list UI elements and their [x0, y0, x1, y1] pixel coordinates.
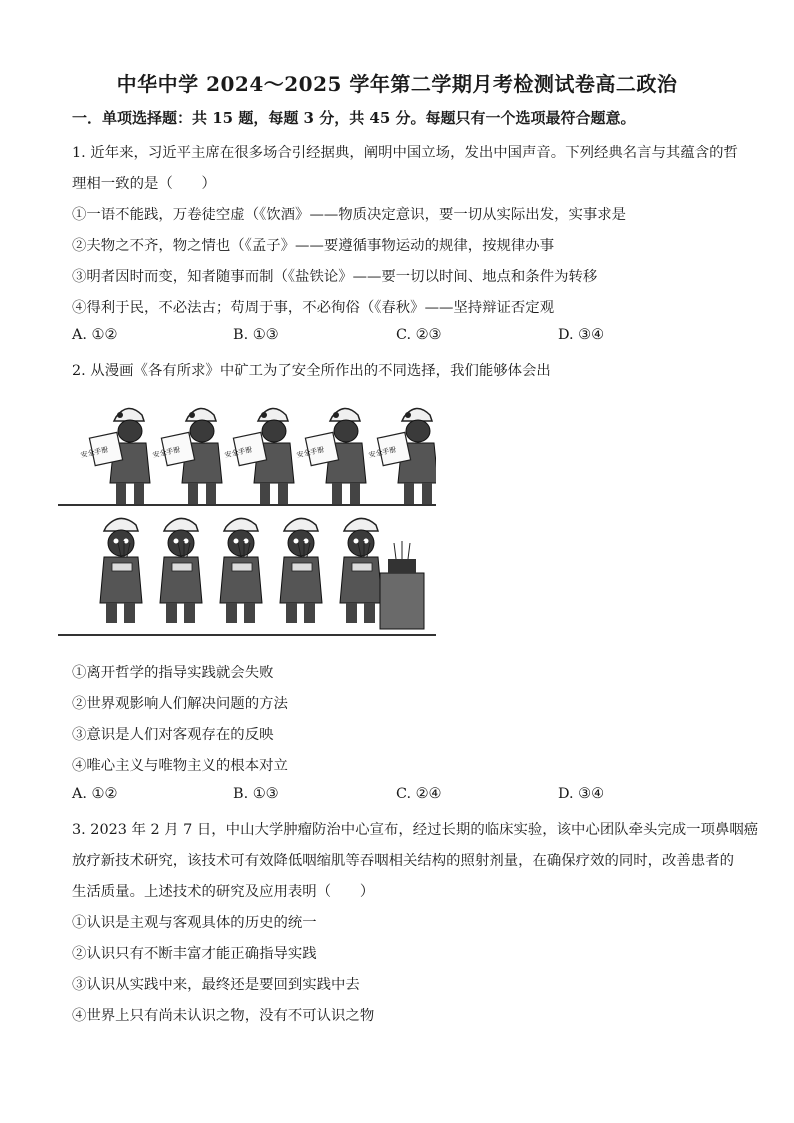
q2-stem: 2. 从漫画《各有所求》中矿工为了安全所作出的不同选择，我们能够体会出: [72, 363, 551, 379]
q1-statement-4: ④得利于民，不必法古；苟周于事，不必徇俗（《春秋》——坚持辩证否定观: [72, 300, 555, 316]
q2-statement-2: ②世界观影响人们解决问题的方法: [72, 696, 288, 712]
q1-stem-line1: 1. 近年来，习近平主席在很多场合引经据典，阐明中国立场，发出中国声音。下列经典名言与其蕴含的哲: [72, 145, 738, 161]
book-label-4: 安全手册: [295, 445, 325, 460]
q1-option-c[interactable]: C. ②③: [396, 327, 442, 343]
book-label-1: 安全手册: [79, 445, 109, 460]
q3-stem-line3: 生活质量。上述技术的研究及应用表明（ ）: [72, 884, 375, 900]
q2-option-c[interactable]: C. ②④: [396, 786, 442, 802]
q2-statement-3: ③意识是人们对客观存在的反映: [72, 727, 274, 743]
q2-statement-4: ④唯心主义与唯物主义的根本对立: [72, 758, 288, 774]
q3-statement-1: ①认识是主观与客观具体的历史的统一: [72, 915, 317, 931]
q1-option-d[interactable]: D. ③④: [558, 327, 604, 343]
q1-stem-line2: 理相一致的是（ ）: [72, 176, 216, 192]
q1-statement-2: ②夫物之不齐，物之情也（《孟子》——要遵循事物运动的规律，按规律办事: [72, 238, 555, 254]
q3-stem-line2: 放疗新技术研究，该技术可有效降低咽缩肌等吞咽相关结构的照射剂量，在确保疗效的同时，改善患者的: [72, 853, 734, 869]
q3-statement-3: ③认识从实践中来，最终还是要回到实践中去: [72, 977, 360, 993]
q2-option-d[interactable]: D. ③④: [558, 786, 604, 802]
q3-statement-4: ④世界上只有尚未认识之物，没有不可认识之物: [72, 1008, 375, 1024]
q1-statement-1: ①一语不能践，万卷徒空虚（《饮酒》——物质决定意识，要一切从实际出发，实事求是: [72, 207, 627, 223]
q3-statement-2: ②认识只有不断丰富才能正确指导实践: [72, 946, 317, 962]
section-heading: 一．单项选择题：共 15 题，每题 3 分，共 45 分。每题只有一个选项最符合题意。: [72, 109, 636, 127]
q3-stem-line1: 3. 2023 年 2 月 7 日，中山大学肿瘤防治中心宣布，经过长期的临床实验，该中心团队牵头完成一项鼻咽癌: [72, 822, 759, 838]
q2-option-a[interactable]: A. ①②: [72, 786, 118, 802]
book-label-5: 安全手册: [367, 445, 397, 460]
q1-option-b[interactable]: B. ①③: [233, 327, 279, 343]
q1-option-a[interactable]: A. ①②: [72, 327, 118, 343]
q2-statement-1: ①离开哲学的指导实践就会失败: [72, 665, 274, 681]
exam-title: 中华中学 2024～2025 学年第二学期月考检测试卷高二政治: [116, 72, 678, 96]
q1-statement-3: ③明者因时而变，知者随事而制（《盐铁论》——要一切以时间、地点和条件为转移: [72, 269, 598, 285]
q2-option-b[interactable]: B. ①③: [233, 786, 279, 802]
cartoon-miners-figure: [58, 395, 436, 640]
book-label-2: 安全手册: [151, 445, 181, 460]
book-label-3: 安全手册: [223, 445, 253, 460]
